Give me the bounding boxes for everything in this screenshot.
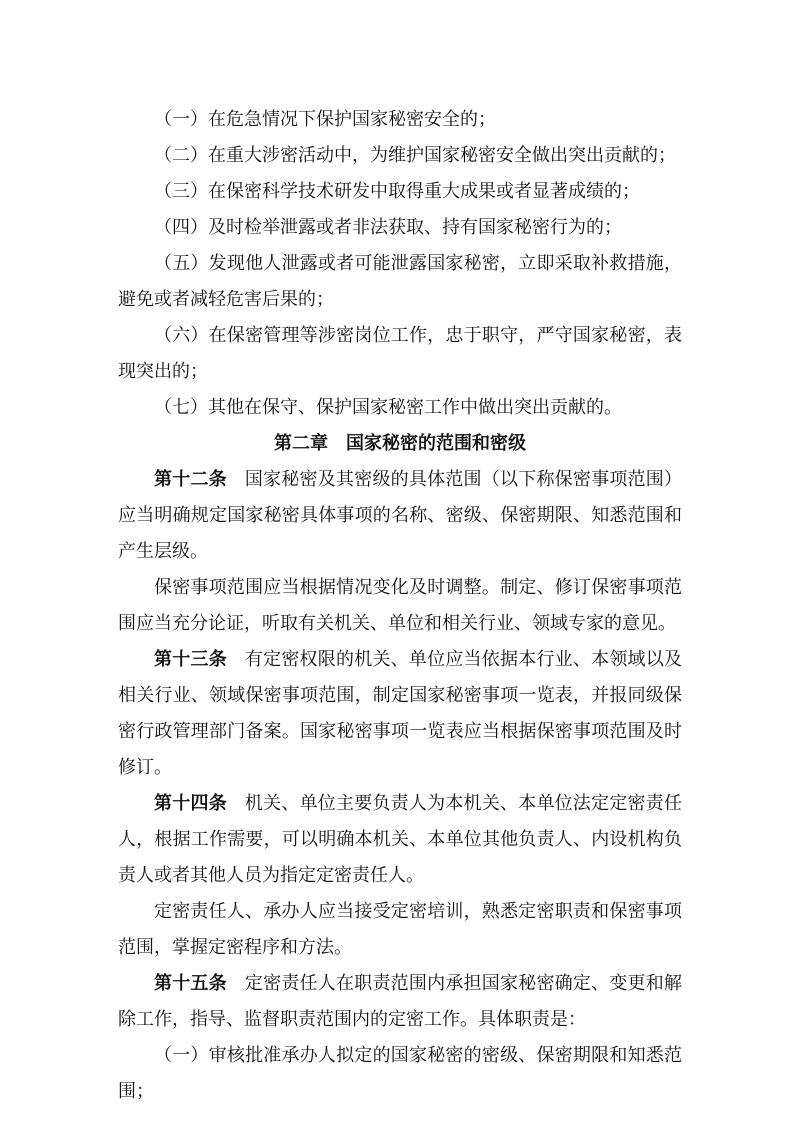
article-text: 定密责任人在职责范围内承担国家秘密确定、变更和解除工作，指导、监督职责范围内的定密工作。具体职责是： <box>118 973 682 1030</box>
article-12 <box>118 462 682 570</box>
list-item: （一）审核批准承办人拟定的国家秘密的密级、保密期限和知悉范围； <box>118 1045 682 1102</box>
list-item: （七）其他在保守、保护国家秘密工作中做出突出贡献的。 <box>154 397 622 418</box>
list-item: （四）及时检举泄露或者非法获取、持有国家秘密行为的； <box>154 217 622 238</box>
article-text: 有定密权限的机关、单位应当依据本行业、本领域以及相关行业、领域保密事项范围，制定国家秘密事项一览表，并报同级保密行政管理部门备案。国家秘密事项一览表应当根据保密事项范围及时修订。 <box>118 649 682 778</box>
article-15 <box>118 966 682 1038</box>
list-item: （二）在重大涉密活动中，为维护国家秘密安全做出突出贡献的； <box>154 145 676 166</box>
article-label: 第十五条 <box>154 973 227 994</box>
article-label: 第十三条 <box>154 649 227 670</box>
document-page <box>118 102 682 1110</box>
list-item: （六）在保密管理等涉密岗位工作，忠于职守，严守国家秘密，表现突出的； <box>118 325 682 382</box>
article-text: 国家秘密及其密级的具体范围（以下称保密事项范围）应当明确规定国家秘密具体事项的名称、密级、保密期限、知悉范围和产生层级。 <box>118 469 682 562</box>
article-text: 机关、单位主要负责人为本机关、本单位法定定密责任人，根据工作需要，可以明确本机关、本单位其他负责人、内设机构负责人或者其他人员为指定定密责任人。 <box>118 793 682 886</box>
chapter-heading: 第二章 国家秘密的范围和密级 <box>274 433 526 454</box>
article-label: 第十二条 <box>154 469 227 490</box>
article-13 <box>118 642 682 786</box>
article-label: 第十四条 <box>154 793 227 814</box>
article-12-para-2: 保密事项范围应当根据情况变化及时调整。制定、修订保密事项范围应当充分论证，听取有关机关、单位和相关行业、领域专家的意见。 <box>118 577 682 634</box>
list-item: （三）在保密科学技术研发中取得重大成果或者显著成绩的； <box>154 181 640 202</box>
article-14-para-2: 定密责任人、承办人应当接受定密培训，熟悉定密职责和保密事项范围，掌握定密程序和方法。 <box>118 901 682 958</box>
list-item: （一）在危急情况下保护国家秘密安全的； <box>154 109 496 130</box>
list-item: （五）发现他人泄露或者可能泄露国家秘密，立即采取补救措施，避免或者减轻危害后果的； <box>118 253 682 310</box>
article-14 <box>118 786 682 894</box>
